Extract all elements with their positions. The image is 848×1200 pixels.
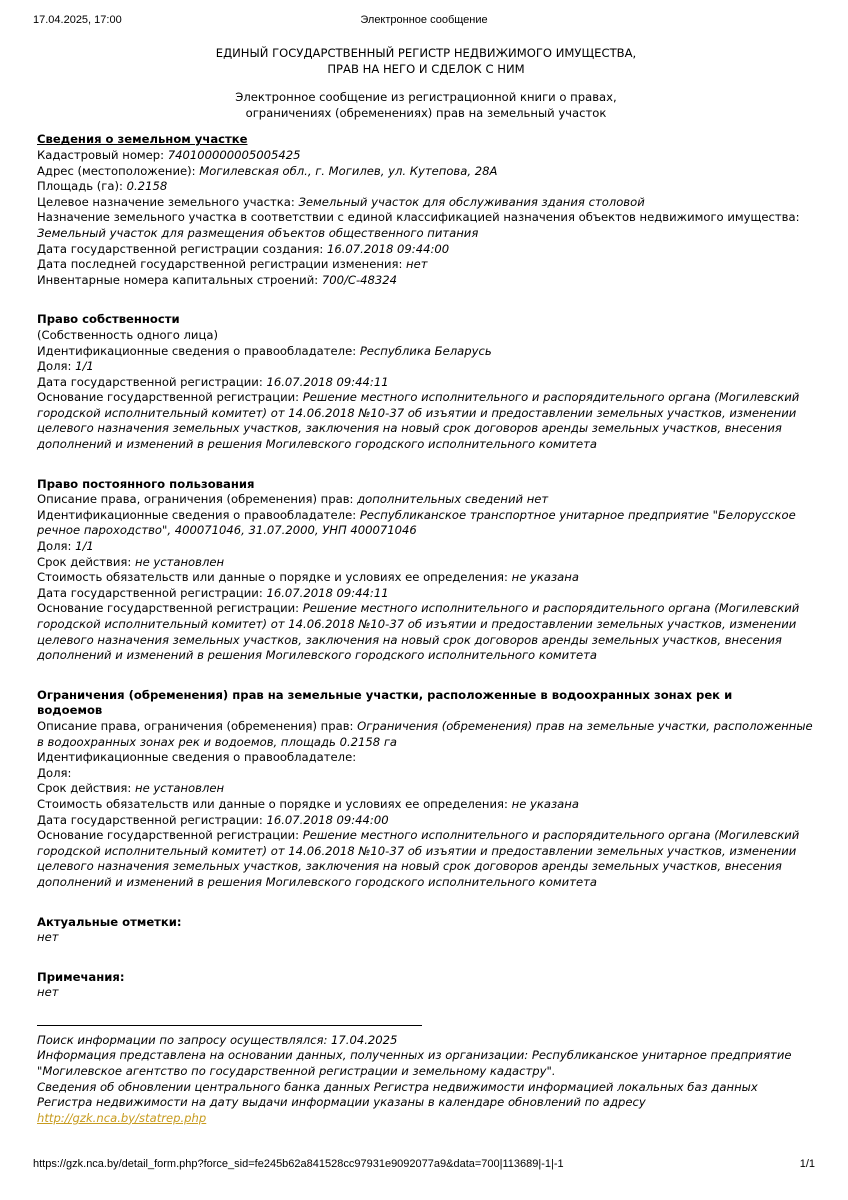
field-value: Ограничения (обременения) прав на земельные участки, расположенные в водоохранных зонах рек и водоемов, площадь 0.2158 га [37,718,813,749]
print-page-number: 1/1 [799,1158,815,1170]
field-creation-registration-date [37,242,815,258]
field-value: 16.07.2018 09:44:00 [266,812,389,827]
field-last-change-registration-date [37,257,815,273]
field-label: Идентификационные сведения о правообладателе: [37,343,357,358]
field-share [37,359,815,375]
field-label: Доля: [37,539,72,554]
field-right-description [37,719,815,750]
field-value: не установлен [134,554,225,569]
print-page-url: https://gzk.nca.by/detail_form.php?force_sid=fe245b62a841528cc97931e9092077a9&data=700|113689|-1|-1 [33,1158,564,1170]
print-footer [33,1158,815,1170]
actual-marks-value [37,930,815,946]
statrep-link[interactable]: http://gzk.nca.by/statrep.php [37,1110,207,1125]
field-label: Основание государственной регистрации: [37,828,300,843]
field-registration-date [37,813,815,829]
field-value: не установлен [134,781,225,796]
message-subtitle [37,90,815,121]
registry-title-line-1: ЕДИНЫЙ ГОСУДАРСТВЕННЫЙ РЕГИСТР НЕДВИЖИМОГО ИМУЩЕСТВА, [215,46,637,60]
field-classification-purpose [37,210,815,241]
info-footer [37,1025,815,1127]
print-header-spacer [488,14,815,26]
field-label: Целевое назначение земельного участка: [37,194,295,209]
section-land-info [37,132,815,288]
section-permanent-use-right [37,477,815,664]
update-info-line: Сведения об обновлении центрального банка данных Регистра недвижимости информацией локальных баз данных Регистра недвижимости на дату выдачи информации указаны в календаре обновлений по адресу [37,1079,758,1110]
field-value: 1/1 [75,359,94,374]
remarks-heading: Примечания: [37,969,125,984]
message-subtitle-line-2: ограничениях (обременениях) прав на земельный участок [245,105,607,120]
field-value: 0.2158 [126,179,168,194]
field-label: Стоимость обязательств или данные о порядке и условиях ее определения: [37,570,508,585]
field-value: дополнительных сведений нет [357,492,549,507]
field-label: Основание государственной регистрации: [37,601,300,616]
field-purpose [37,195,815,211]
field-label: Описание права, ограничения (обременения) прав: [37,718,354,733]
field-obligations-cost [37,570,815,586]
field-registration-basis [37,601,815,663]
field-registration-basis [37,390,815,452]
field-value: Земельный участок для обслуживания здания столовой [298,194,645,209]
field-label: Стоимость обязательств или данные о порядке и условиях ее определения: [37,796,508,811]
field-registration-date [37,375,815,391]
field-value: 16.07.2018 09:44:00 [326,241,450,256]
field-validity-term [37,555,815,571]
field-label: Идентификационные сведения о правообладателе: [37,750,357,765]
print-header [33,14,815,26]
field-value: Республиканское транспортное унитарное предприятие "Белорусское речное пароходство", 400071046, 31.07.2000, УНП 400071046 [37,507,796,538]
section-restrictions-heading: Ограничения (обременения) прав на земельные участки, расположенные в водоохранных зонах рек и водоемов [37,687,733,718]
field-value: 700/С-48324 [321,272,398,287]
field-registration-basis [37,828,815,890]
section-ownership-heading: Право собственности [37,312,180,327]
field-label: Инвентарные номера капитальных строений: [37,272,319,287]
document-body [37,40,815,1126]
field-area [37,179,815,195]
field-value: нет [37,985,59,1000]
print-doc-title: Электронное сообщение [360,14,488,26]
field-value: Земельный участок для размещения объектов общественного питания [37,225,479,240]
section-restrictions [37,688,815,891]
field-value: нет [37,930,59,945]
field-rightholder-info [37,508,815,539]
field-label: Основание государственной регистрации: [37,390,300,405]
field-value: не указана [511,796,579,811]
field-value: нет [406,257,428,272]
field-value: 1/1 [75,539,94,554]
field-label: Дата последней государственной регистрации изменения: [37,257,403,272]
field-value: Могилевская обл., г. Могилев, ул. Кутепова, 28А [199,163,498,178]
field-label: Адрес (местоположение): [37,163,196,178]
separator-line [37,1025,422,1026]
section-ownership-right [37,312,815,452]
print-datetime: 17.04.2025, 17:00 [33,14,122,26]
field-label: Срок действия: [37,554,132,569]
field-value: Решение местного исполнительного и распорядительного органа (Могилевский городской исполнительный комитет) от 14.06.2018 №10-37 об изъятии и предоставлении земельных участков, изменении целевого назначения земельных участков, заключения на новый срок договоров аренды земельных участков, внесения дополнений и изменений в решения Могилевского городского исполнительного комитета [37,828,800,889]
section-permanent-use-heading: Право постоянного пользования [37,476,255,491]
field-label: Доля: [37,359,72,374]
field-rightholder-info [37,344,815,360]
section-land-info-heading: Сведения о земельном участке [37,132,248,147]
field-right-description [37,492,815,508]
field-label: Площадь (га): [37,179,123,194]
field-value: 16.07.2018 09:44:11 [266,374,389,389]
field-registration-date [37,586,815,602]
field-label: Дата государственной регистрации: [37,374,263,389]
registry-title-line-2: ПРАВ НА НЕГО И СДЕЛОК С НИМ [327,61,525,76]
registry-title [37,46,815,77]
field-validity-term [37,781,815,797]
field-label: Срок действия: [37,781,132,796]
field-share [37,539,815,555]
field-cadastral-number [37,148,815,164]
remarks-value [37,985,815,1001]
field-obligations-cost [37,797,815,813]
field-value: 740100000005005425 [167,147,301,162]
field-label: Идентификационные сведения о правообладателе: [37,507,357,522]
field-value: Решение местного исполнительного и распорядительного органа (Могилевский городской исполнительный комитет) от 14.06.2018 №10-37 об изъятии и предоставлении земельных участков, изменении целевого назначения земельных участков, заключения на новый срок договоров аренды земельных участков, внесения дополнений и изменений в решения Могилевского городского исполнительного комитета [37,390,800,452]
field-label: Дата государственной регистрации создания: [37,241,324,256]
search-info-line: Поиск информации по запросу осуществлялся: 17.04.2025 [37,1032,398,1047]
field-rightholder-info [37,750,815,766]
field-label: Назначение земельного участка в соответствии с единой классификацией назначения объектов недвижимого имущества: [37,210,800,225]
field-label: Дата государственной регистрации: [37,585,263,600]
section-remarks [37,970,815,1001]
ownership-type-note: (Собственность одного лица) [37,327,218,342]
field-value: не указана [511,570,579,585]
field-value: Решение местного исполнительного и распорядительного органа (Могилевский городской исполнительный комитет) от 14.06.2018 №10-37 об изъятии и предоставлении земельных участков, изменении целевого назначения земельных участков, заключения на новый срок договоров аренды земельных участков, внесения дополнений и изменений в решения Могилевского городского исполнительного комитета [37,601,800,663]
message-subtitle-line-1: Электронное сообщение из регистрационной книги о правах, [235,90,617,105]
field-address [37,164,815,180]
field-value: Республика Беларусь [359,343,492,358]
field-share [37,766,815,782]
field-label: Описание права, ограничения (обременения) прав: [37,492,354,507]
field-inventory-numbers [37,273,815,289]
field-label: Дата государственной регистрации: [37,812,263,827]
field-label: Доля: [37,765,72,780]
section-actual-marks [37,915,815,946]
field-value: 16.07.2018 09:44:11 [266,585,389,600]
data-source-line: Информация представлена на основании данных, полученных из организации: Республиканское унитарное предприятие "Могилевское агентство по государственной регистрации и земельному кадастру". [37,1048,792,1079]
actual-marks-heading: Актуальные отметки: [37,914,182,929]
field-label: Кадастровый номер: [37,147,165,162]
